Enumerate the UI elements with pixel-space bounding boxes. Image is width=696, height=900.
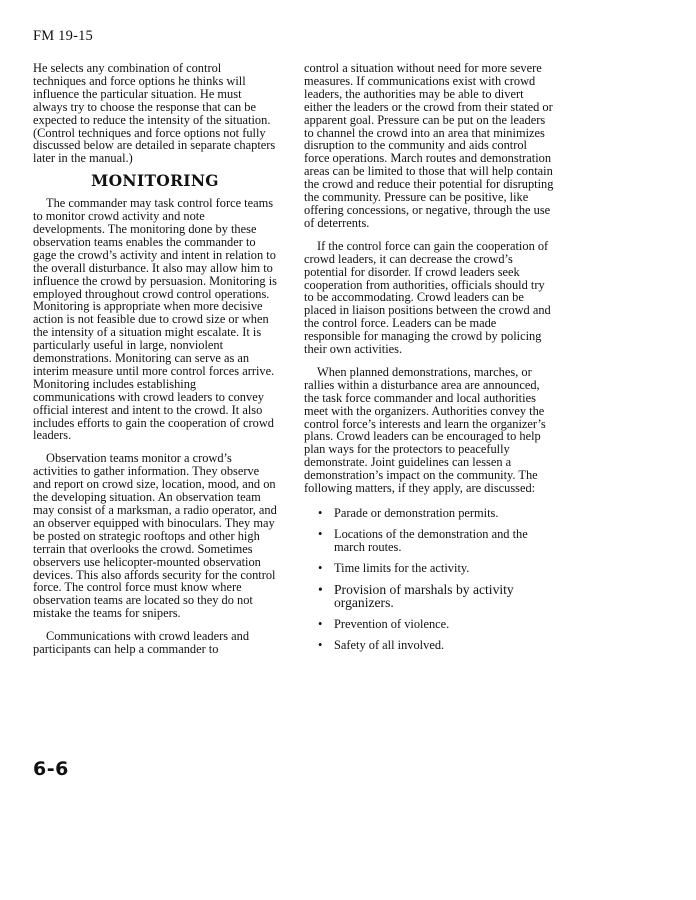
bullet-icon: • bbox=[318, 526, 323, 541]
list-item bbox=[304, 562, 554, 575]
paragraph-communications-start: Communications with crowd leaders and participants can help a commander to bbox=[33, 629, 250, 657]
bullet-icon: • bbox=[318, 637, 323, 652]
right-column bbox=[304, 62, 554, 659]
list-item bbox=[304, 528, 554, 554]
paragraph-intro: He selects any combination of control techniques and force options he thinks will influence the particular situation. He must always try to choose the response that can be expected to reduce the intensity of the situation. (Control techniques and force options not fully discussed below are detailed in separate chapters later in the manual.) bbox=[33, 61, 276, 166]
paragraph-monitoring: The commander may task control force teams to monitor crowd activity and note developments. The monitoring done by these observation teams enables the commander to gage the crowd’s activity and intent in relation to the overall disturbance. It also may allow him to influence the crowd by persuasion. Monitoring is employed throughout crowd control operations. Monitoring is appropriate when more decisive action is not feasible due to crowd size or when the intensity of a situation might escalate. It is particularly useful in large, nonviolent demonstrations. Monitoring can serve as an interim measure until more control forces arrive. Monitoring includes establishing communications with crowd leaders to convey official interest and intent to the crowd. It also includes efforts to gain the cooperation of crowd leaders. bbox=[33, 196, 277, 443]
bullet-icon: • bbox=[318, 560, 323, 575]
page-number: 6-6 bbox=[33, 758, 69, 780]
list-item bbox=[304, 618, 554, 631]
paragraph-cooperation: If the control force can gain the cooperation of crowd leaders, it can decrease the crowd’s potential for disorder. If crowd leaders seek cooperation from authorities, officials should try to be accommodating. Crowd leaders can be placed in liaison positions between the crowd and the control force. Leaders can be made responsible for managing the crowd by policing their own activities. bbox=[304, 238, 551, 357]
list-item-text: Locations of the demonstration and the march routes. bbox=[334, 526, 528, 554]
list-item-text: Provision of marshals by activity organizers. bbox=[334, 581, 514, 611]
discussion-matters-list bbox=[304, 507, 554, 651]
manual-header: FM 19-15 bbox=[33, 28, 94, 44]
left-column bbox=[33, 62, 277, 666]
list-item-text: Prevention of violence. bbox=[334, 616, 450, 631]
paragraph-communications-continued: control a situation without need for more severe measures. If communications exist with crowd leaders, the authorities may be able to divert either the leaders or the crowd from their stated or apparent goal. Pressure can be put on the leaders to channel the crowd into an area that minimizes disruption to the community and aids control force operations. March routes and demonstration areas can be limited to those that will help contain the crowd and reduce their potential for disrupting the community. Pressure can be positive, like offering concessions, or negative, through the use of deterrents. bbox=[304, 61, 554, 230]
paragraph-planned-demonstrations: When planned demonstrations, marches, or rallies within a disturbance area are announced, the task force commander and local authorities meet with the organizers. Authorities convey the control force’s interests and learn the organizer’s plans. Crowd leaders can be encouraged to help plan ways for the protectors to peacefully demonstrate. Joint guidelines can lessen a demonstration’s impact on the community. The following matters, if they apply, are discussed: bbox=[304, 364, 546, 496]
list-item-text: Time limits for the activity. bbox=[334, 560, 470, 575]
list-item bbox=[304, 507, 554, 520]
section-heading-monitoring: MONITORING bbox=[91, 171, 219, 191]
list-item-text: Parade or demonstration permits. bbox=[334, 506, 499, 520]
bullet-icon: • bbox=[318, 581, 323, 597]
list-item-text: Safety of all involved. bbox=[334, 637, 445, 652]
bullet-icon: • bbox=[318, 506, 323, 520]
bullet-icon: • bbox=[318, 616, 323, 631]
paragraph-observation-teams: Observation teams monitor a crowd’s activities to gather information. They observe and report on crowd size, location, mood, and on the developing situation. An observation team may consist of a marksman, a radio operator, and an observer equipped with binoculars. They may be posted on strategic rooftops and other high terrain that overlooks the crowd. Sometimes observers use helicopter-mounted observation devices. This also affords security for the control force. The control force must know where observation teams are located so they do not mistake the teams for snipers. bbox=[33, 451, 277, 621]
list-item bbox=[304, 639, 554, 652]
list-item bbox=[304, 583, 554, 610]
